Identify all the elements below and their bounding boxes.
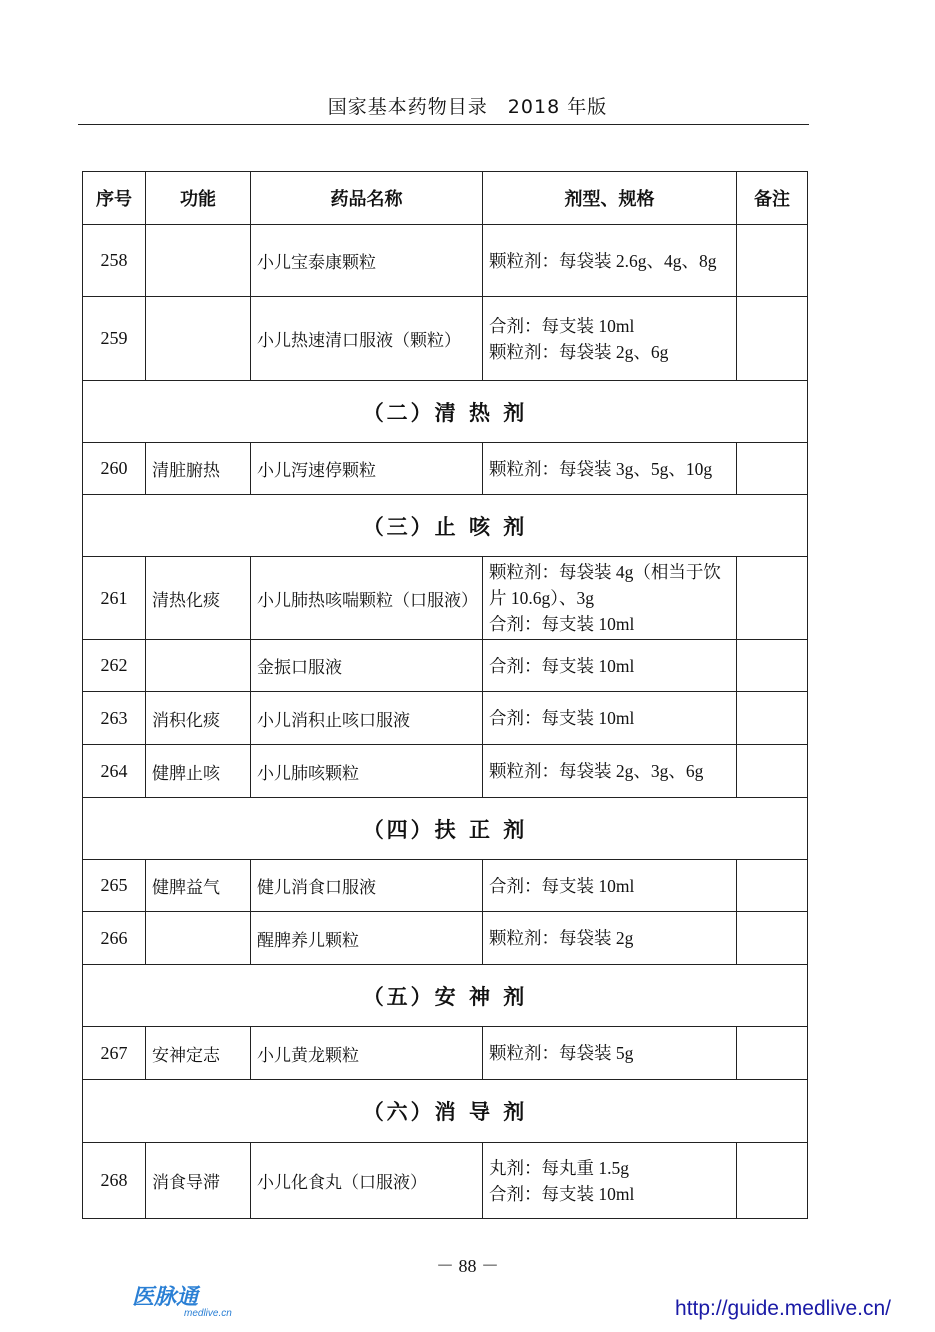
table-row (83, 557, 808, 640)
drug-name-cell: 健儿消食口服液 (251, 860, 483, 912)
row-number: 266 (83, 912, 146, 965)
drug-name-cell: 金振口服液 (251, 640, 483, 692)
spec-line: 颗粒剂：每袋装 4g（相当于饮片 10.6g）、3g (489, 562, 721, 608)
drug-name-cell: 小儿热速清口服液（颗粒） (251, 297, 483, 381)
note-cell (737, 912, 808, 965)
header-rule (78, 124, 809, 125)
footer-url-link[interactable]: http://guide.medlive.cn/ (675, 1297, 891, 1320)
spec-line: 丸剂：每丸重 1.5g (489, 1157, 629, 1178)
spec-cell (483, 912, 737, 965)
function-cell (146, 912, 251, 965)
drug-name-cell: 小儿宝泰康颗粒 (251, 225, 483, 297)
drug-name-cell: 小儿黄龙颗粒 (251, 1027, 483, 1080)
row-number: 262 (83, 640, 146, 692)
table-row (83, 745, 808, 798)
drug-table (82, 171, 808, 1219)
drug-name-cell: 小儿泻速停颗粒 (251, 443, 483, 495)
spec-line: 颗粒剂：每袋装 5g (489, 1043, 634, 1063)
row-number: 261 (83, 557, 146, 640)
logo-subtext: medlive.cn (184, 1308, 232, 1319)
note-cell (737, 692, 808, 745)
spec-cell (483, 640, 737, 692)
note-cell (737, 557, 808, 640)
note-cell (737, 860, 808, 912)
function-cell: 消食导滞 (146, 1143, 251, 1219)
function-cell: 消积化痰 (146, 692, 251, 745)
spec-line: 合剂：每支装 10ml (489, 655, 635, 676)
section-row (83, 965, 808, 1027)
table-row (83, 692, 808, 745)
section-title: （三）止 咳 剂 (83, 495, 808, 557)
column-header: 剂型、规格 (483, 172, 737, 225)
function-cell: 安神定志 (146, 1027, 251, 1080)
table-row (83, 1143, 808, 1219)
spec-line: 颗粒剂：每袋装 2g、6g (489, 341, 669, 362)
row-number: 265 (83, 860, 146, 912)
drug-name-cell: 小儿消积止咳口服液 (251, 692, 483, 745)
logo-text: 医脉通 (132, 1284, 199, 1309)
table-row (83, 640, 808, 692)
note-cell (737, 443, 808, 495)
function-cell: 清热化痰 (146, 557, 251, 640)
spec-cell (483, 225, 737, 297)
spec-cell (483, 860, 737, 912)
spec-line: 合剂：每支装 10ml (489, 1183, 635, 1204)
function-cell (146, 225, 251, 297)
row-number: 264 (83, 745, 146, 798)
spec-line: 合剂：每支装 10ml (489, 315, 635, 336)
spec-cell (483, 692, 737, 745)
page-number: － 88 － (436, 1256, 499, 1276)
table-row (83, 860, 808, 912)
spec-line: 合剂：每支装 10ml (489, 708, 635, 728)
row-number: 267 (83, 1027, 146, 1080)
page-header-title: 国家基本药物目录 2018 年版 (327, 96, 608, 118)
note-cell (737, 745, 808, 798)
spec-line: 合剂：每支装 10ml (489, 875, 635, 896)
function-cell: 健脾止咳 (146, 745, 251, 798)
section-title: （六）消 导 剂 (83, 1080, 808, 1143)
column-header: 功能 (146, 172, 251, 225)
table-body (83, 225, 808, 1219)
row-number: 259 (83, 297, 146, 381)
section-title: （四）扶 正 剂 (83, 798, 808, 860)
spec-cell (483, 745, 737, 798)
drug-name-cell: 醒脾养儿颗粒 (251, 912, 483, 965)
spec-cell (483, 557, 737, 640)
spec-line: 颗粒剂：每袋装 2g、3g、6g (489, 761, 704, 781)
function-cell: 清脏腑热 (146, 443, 251, 495)
note-cell (737, 1027, 808, 1080)
table-row (83, 225, 808, 297)
table-row (83, 443, 808, 495)
row-number: 263 (83, 692, 146, 745)
spec-line: 颗粒剂：每袋装 3g、5g、10g (489, 458, 713, 479)
section-row (83, 495, 808, 557)
function-cell: 健脾益气 (146, 860, 251, 912)
spec-line: 颗粒剂：每袋装 2g (489, 928, 634, 948)
table-header-row (83, 172, 808, 225)
row-number: 260 (83, 443, 146, 495)
row-number: 268 (83, 1143, 146, 1219)
column-header: 备注 (737, 172, 808, 225)
spec-cell (483, 443, 737, 495)
section-row (83, 798, 808, 860)
section-title: （二）清 热 剂 (83, 381, 808, 443)
function-cell (146, 297, 251, 381)
column-header: 药品名称 (251, 172, 483, 225)
drug-name-cell: 小儿肺咳颗粒 (251, 745, 483, 798)
section-row (83, 381, 808, 443)
function-cell (146, 640, 251, 692)
table-row (83, 1027, 808, 1080)
spec-cell (483, 1143, 737, 1219)
spec-line: 颗粒剂：每袋装 2.6g、4g、8g (489, 250, 717, 271)
table-row (83, 912, 808, 965)
note-cell (737, 297, 808, 381)
spec-cell (483, 297, 737, 381)
row-number: 258 (83, 225, 146, 297)
note-cell (737, 1143, 808, 1219)
drug-name-cell: 小儿肺热咳喘颗粒（口服液） (251, 557, 483, 640)
note-cell (737, 640, 808, 692)
column-header: 序号 (83, 172, 146, 225)
note-cell (737, 225, 808, 297)
medlive-logo (132, 1280, 232, 1322)
spec-cell (483, 1027, 737, 1080)
spec-line: 合剂：每支装 10ml (489, 614, 635, 634)
section-row (83, 1080, 808, 1143)
section-title: （五）安 神 剂 (83, 965, 808, 1027)
drug-name-cell: 小儿化食丸（口服液） (251, 1143, 483, 1219)
table-row (83, 297, 808, 381)
